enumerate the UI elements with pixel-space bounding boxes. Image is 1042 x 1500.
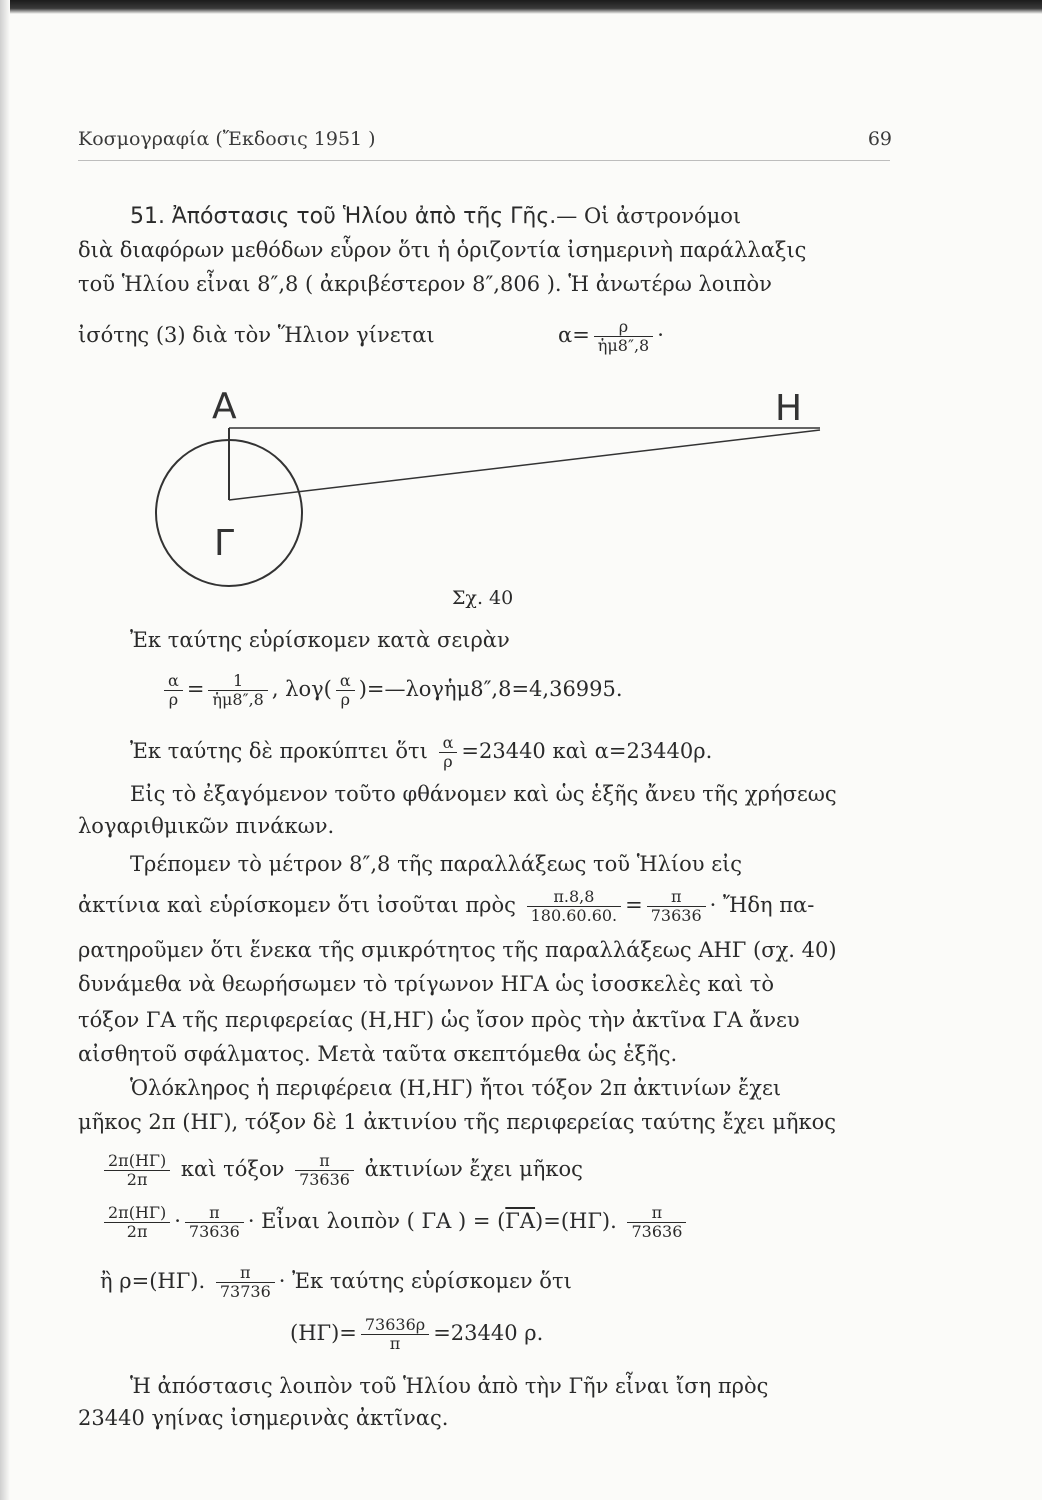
p3-line1: Εἰς τὸ ἐξαγόμενον τοῦτο φθάνομεν καὶ ὡς ἑξῆς ἄνευ τῆς χρήσεως (130, 782, 837, 806)
p4-line2: ἀκτίνια καὶ εὑρίσκομεν ὅτι ἰσοῦται πρὸς $\frac{\pi.8,8}{180.60.60.}$ = $\frac{\pi}{73636}$ · Ἤδη πα- (78, 887, 815, 925)
p1-intro: Ἐκ ταύτης εὑρίσκομεν κατὰ σειρὰν (130, 628, 510, 652)
p4-line3: ρατηροῦμεν ὅτι ἕνεκα τῆς σμικρότητος τῆς παραλλάξεως ΑΗΓ (σχ. 40) (78, 938, 837, 962)
section-line3: τοῦ Ἡλίου εἶναι 8″,8 ( ἀκριβέστερον 8″,806 ). Ἡ ἀνωτέρω λοιπὸν (78, 272, 772, 296)
equation-alpha: α= (558, 323, 590, 347)
p4-line6: αἰσθητοῦ σφάλματος. Μετὰ ταῦτα σκεπτόμεθα ὡς ἑξῆς. (78, 1042, 678, 1066)
p4-line1: Τρέπομεν τὸ μέτρον 8″,8 τῆς παραλλάξεως τοῦ Ἡλίου εἰς (130, 852, 743, 876)
section-heading: Ἀπόστασις τοῦ Ἡλίου ἀπὸ τῆς Γῆς. (171, 204, 557, 229)
p4-line4: δυνάμεθα νὰ θεωρήσωμεν τὸ τρίγωνον ΗΓΑ ὡς ἰσοσκελὲς καὶ τὸ (78, 972, 774, 996)
label-G: Γ (214, 523, 235, 564)
p4-line5: τόξον ΓΑ τῆς περιφερείας (Η,ΗΓ) ὡς ἴσον πρὸς τὴν ἀκτῖνα ΓΑ ἄνευ (78, 1008, 800, 1032)
label-H: Η (775, 388, 803, 429)
p2-line: Ἐκ ταύτης δὲ προκύπτει ὅτι $\frac{\alpha}{\rho}$ =23440 καὶ α=23440ρ. (130, 733, 713, 771)
scan-left-edge (0, 0, 10, 1500)
running-header-title: Κοσμογραφία (Ἔκδοσις 1951 ) (78, 128, 376, 150)
equation-1: $\frac{\alpha}{\rho}$ = $\frac{1}{\text{ἡμ8″,8}}$ , λογ( $\frac{\alpha}{\rho}$ )=—λογἡμ8″,8=4,36995. (160, 672, 980, 709)
section-line1-rest: — Οἱ ἀστρονόμοι (556, 204, 742, 228)
section-line2: διὰ διαφόρων μεθόδων εὗρον ὅτι ἡ ὁριζοντία ἰσημερινὴ παράλλαξις (78, 238, 807, 262)
p8-line1: Ἡ ἀπόστασις λοιπὸν τοῦ Ἡλίου ἀπὸ τὴν Γῆν εἶναι ἴση πρὸς (130, 1374, 769, 1398)
line-G-H (229, 430, 820, 500)
arc-GA: $\overline{\Gamma A}$ (505, 1209, 536, 1233)
p3-line2: λογαριθμικῶν πινάκων. (78, 814, 335, 838)
section-line4: ἰσότης (3) διὰ τὸν Ἥλιον γίνεται α= $\frac{\rho}{\text{ἡμ8″,8}}$ · (78, 317, 664, 355)
fraction-rho-sin: $\frac{\rho}{\text{ἡμ8″,8}}$ (594, 318, 653, 355)
p5-line1: Ὁλόκληρος ἡ περιφέρεια (Η,ΗΓ) ἤτοι τόξον 2π ἀκτινίων ἔχει (130, 1076, 782, 1100)
section-line4-text: ἰσότης (3) διὰ τὸν Ἥλιον γίνεται (78, 323, 435, 347)
section-heading-line (130, 202, 898, 231)
p5-line4: $\frac{2\pi(H\Gamma)}{2\pi}$ · $\frac{\pi}{73636}$ · Εἶναι λοιπὸν ( ΓΑ ) = $(\overline{\Gamma A})=(H\Gamma)$. $\frac{\pi}{73636}$ (100, 1204, 920, 1241)
p6-line: ἢ ρ=(ΗΓ). $\frac{\pi}{73736}$ · Ἐκ ταύτης εὑρίσκομεν ὅτι (100, 1263, 572, 1301)
p5-line2: μῆκος 2π (ΗΓ), τόξον δὲ 1 ἀκτινίου τῆς περιφερείας ταύτης ἔχει μῆκος (78, 1110, 836, 1134)
label-A: Α (212, 386, 237, 427)
p7-equation: (ΗΓ)= $\frac{73636\rho}{\pi}$ =23440 ρ. (290, 1315, 544, 1353)
scan-top-band (0, 0, 1042, 14)
p5-line3: $\frac{2\pi(H\Gamma)}{2\pi}$ καὶ τόξον $\frac{\pi}{73636}$ ἀκτινίων ἔχει μῆκος (100, 1152, 920, 1189)
figure-caption: Σχ. 40 (452, 587, 514, 609)
figure-40-diagram (140, 370, 840, 610)
p8-line2: 23440 γηίνας ἰσημερινὰς ἀκτῖνας. (78, 1406, 449, 1430)
section-number: 51. (130, 204, 165, 229)
header-rule (78, 160, 890, 161)
page-number: 69 (867, 128, 892, 150)
